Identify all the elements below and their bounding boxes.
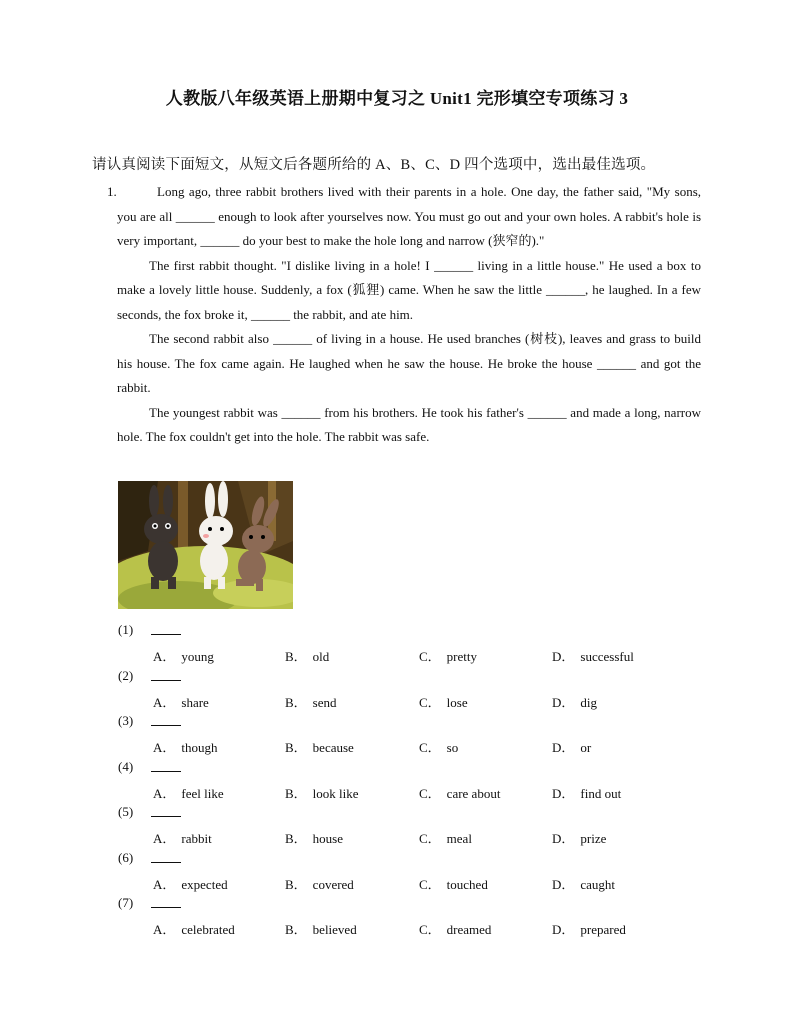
question-index: (7) <box>118 895 134 910</box>
question-index: (1) <box>118 622 134 637</box>
option-d[interactable] <box>552 737 591 756</box>
option-letter: B． <box>285 694 307 710</box>
option-text: believed <box>312 922 357 937</box>
option-letter: C． <box>419 649 441 664</box>
option-letter: D． <box>552 649 575 664</box>
option-text: rabbit <box>181 831 212 846</box>
option-text: meal <box>446 831 472 846</box>
option-text: dreamed <box>446 922 492 937</box>
option-letter: C． <box>419 740 441 755</box>
answer-blank <box>151 634 181 635</box>
question-item <box>118 804 678 850</box>
question-item <box>118 850 678 896</box>
passage-paragraph: The second rabbit also ______ of living in a house. He used branches (树枝), leaves and grass to build his house. The fox came again. He laughed when he saw the house. He broke the house ______ and got the rabbit. <box>117 331 701 395</box>
option-d[interactable] <box>552 919 626 938</box>
passage-paragraph: Long ago, three rabbit brothers lived with their parents in a hole. One day, the father said, "My sons, you are all ______ enough to look after yourselves now. You must go out and your own holes. A rabbit's hole is very important, ______ do your best to make the hole long and narrow (狭窄的)." <box>117 184 701 248</box>
option-letter: D． <box>552 694 575 710</box>
option-a[interactable] <box>153 692 209 711</box>
passage-paragraph: The first rabbit thought. "I dislike living in a hole! I ______ living in a little house." He used a box to make a lovely little house. Suddenly, a fox (狐狸) came. When he saw the little ______, he laughed. In a few seconds, the fox broke it, ______ the rabbit, and ate him. <box>117 257 701 322</box>
question-number: 1. <box>107 184 117 199</box>
answer-blank <box>151 725 181 726</box>
option-text: lose <box>446 694 468 710</box>
option-letter: A． <box>153 694 176 710</box>
option-letter: B． <box>285 649 307 664</box>
option-text: feel like <box>181 785 224 801</box>
option-a[interactable] <box>153 828 212 847</box>
option-c[interactable] <box>419 919 491 938</box>
option-text: though <box>181 740 218 755</box>
option-d[interactable] <box>552 874 615 893</box>
option-text: successful <box>580 649 634 664</box>
question-item <box>118 622 678 668</box>
option-letter: A． <box>153 785 176 801</box>
option-c[interactable] <box>419 737 458 756</box>
option-d[interactable] <box>552 828 606 847</box>
question-index: (4) <box>118 758 134 774</box>
question-list <box>118 622 678 941</box>
answer-blank <box>151 816 181 817</box>
option-b[interactable] <box>285 692 337 711</box>
option-b[interactable] <box>285 828 343 847</box>
option-letter: B． <box>285 740 307 755</box>
option-text: house <box>312 831 344 846</box>
option-text: dig <box>580 694 598 710</box>
option-letter: B． <box>285 922 307 937</box>
option-text: prize <box>580 831 607 846</box>
option-a[interactable] <box>153 737 218 756</box>
option-letter: A． <box>153 876 176 892</box>
option-d[interactable] <box>552 646 634 665</box>
question-index: (3) <box>118 713 134 728</box>
passage-paragraph: The youngest rabbit was ______ from his brothers. He took his father's ______ and made a long, narrow hole. The fox couldn't get into the hole. The rabbit was safe. <box>117 404 701 444</box>
page-title: 人教版八年级英语上册期中复习之 Unit1 完形填空专项练习 3 <box>165 89 629 108</box>
option-b[interactable] <box>285 874 354 893</box>
question-index: (5) <box>118 804 134 819</box>
instruction-text: 请认真阅读下面短文，从短文后各题所给的 A、B、C、D 四个选项中，选出最佳选项。 <box>92 157 656 173</box>
option-b[interactable] <box>285 646 329 665</box>
option-text: covered <box>312 876 354 892</box>
option-letter: B． <box>285 831 307 846</box>
option-letter: D． <box>552 831 575 846</box>
option-text: touched <box>446 876 488 892</box>
option-c[interactable] <box>419 646 477 665</box>
answer-blank <box>151 680 181 681</box>
option-text: celebrated <box>181 922 235 937</box>
option-b[interactable] <box>285 737 354 756</box>
option-text: look like <box>312 785 359 801</box>
option-text: prepared <box>580 922 626 937</box>
option-letter: A． <box>153 649 176 664</box>
option-a[interactable] <box>153 646 214 665</box>
option-text: caught <box>580 876 616 892</box>
option-letter: C． <box>419 694 441 710</box>
option-c[interactable] <box>419 874 488 893</box>
option-letter: C． <box>419 831 441 846</box>
option-text: send <box>312 694 337 710</box>
option-text: share <box>181 694 209 710</box>
option-letter: A． <box>153 740 176 755</box>
rabbits-illustration <box>118 481 293 609</box>
rabbits-drawing <box>118 481 293 609</box>
option-a[interactable] <box>153 874 228 893</box>
answer-blank <box>151 862 181 863</box>
option-text: find out <box>580 785 622 801</box>
option-a[interactable] <box>153 783 224 802</box>
option-letter: C． <box>419 922 441 937</box>
option-text: pretty <box>446 649 477 664</box>
option-letter: D． <box>552 740 575 755</box>
option-text: old <box>312 649 330 664</box>
option-a[interactable] <box>153 919 235 938</box>
option-c[interactable] <box>419 828 472 847</box>
question-index: (6) <box>118 849 134 865</box>
option-text: young <box>181 649 214 664</box>
option-letter: B． <box>285 785 307 801</box>
question-item <box>118 713 678 759</box>
option-b[interactable] <box>285 919 357 938</box>
option-text: because <box>312 740 354 755</box>
question-item <box>118 668 678 714</box>
option-letter: B． <box>285 876 307 892</box>
option-letter: A． <box>153 922 176 937</box>
option-b[interactable] <box>285 783 359 802</box>
option-text: expected <box>181 876 228 892</box>
option-text: or <box>580 740 592 755</box>
option-letter: C． <box>419 785 441 801</box>
option-text: care about <box>446 785 501 801</box>
option-letter: D． <box>552 922 575 937</box>
option-letter: A． <box>153 831 176 846</box>
option-c[interactable] <box>419 692 468 711</box>
question-index: (2) <box>118 667 134 683</box>
option-text: so <box>446 740 459 755</box>
answer-blank <box>151 907 181 908</box>
option-d[interactable] <box>552 783 621 802</box>
question-item <box>118 759 678 805</box>
cloze-passage <box>117 180 701 450</box>
option-letter: D． <box>552 785 575 801</box>
question-item <box>118 895 678 941</box>
option-letter: C． <box>419 876 441 892</box>
option-c[interactable] <box>419 783 500 802</box>
option-d[interactable] <box>552 692 597 711</box>
option-letter: D． <box>552 876 575 892</box>
answer-blank <box>151 771 181 772</box>
